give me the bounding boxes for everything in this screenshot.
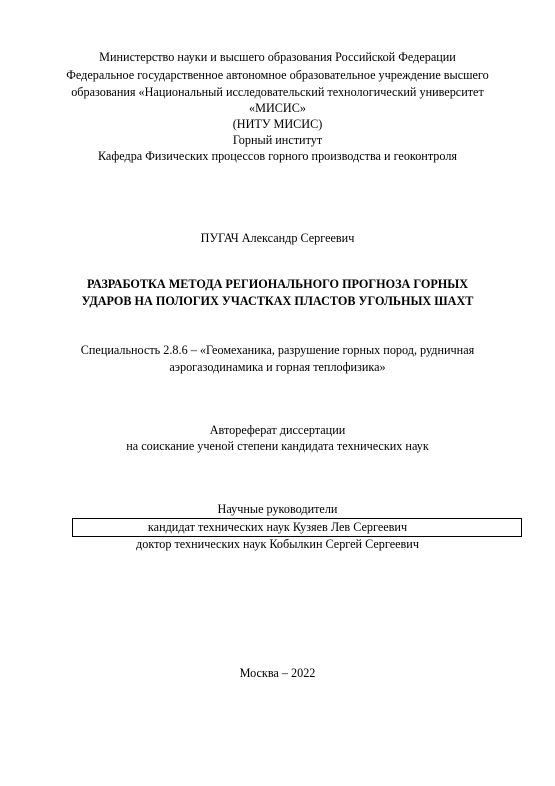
- place-and-year: Москва – 2022: [239, 666, 316, 680]
- work-type-line-1: Автореферат диссертации: [209, 423, 346, 437]
- institute-name: Горный институт: [232, 133, 323, 147]
- institution-line-1: Федеральное государственное автономное образовательное учреждение высшего: [66, 68, 489, 82]
- thesis-title-line-2: УДАРОВ НА ПОЛОГИХ УЧАСТКАХ ПЛАСТОВ УГОЛЬНЫХ ШАХТ: [81, 294, 474, 308]
- specialty-line-1: Специальность 2.8.6 – «Геомеханика, разрушение горных пород, рудничная: [80, 343, 475, 357]
- supervisors-heading: Научные руководители: [217, 502, 338, 516]
- work-type-line-2: на соискание ученой степени кандидата технических наук: [126, 439, 429, 453]
- author-name: ПУГАЧ Александр Сергеевич: [200, 231, 355, 245]
- institution-line-2: образования «Национальный исследовательский технологический университет: [71, 85, 484, 99]
- institution-abbreviation: (НИТУ МИСИС): [232, 117, 323, 131]
- institution-line-3: «МИСИС»: [249, 101, 306, 115]
- department-name: Кафедра Физических процессов горного производства и геоконтроля: [97, 149, 458, 163]
- ministry-line: Министерство науки и высшего образования Российской Федерации: [99, 50, 456, 64]
- thesis-title-line-1: РАЗРАБОТКА МЕТОДА РЕГИОНАЛЬНОГО ПРОГНОЗА ГОРНЫХ: [86, 277, 469, 291]
- supervisor-second: доктор технических наук Кобылкин Сергей Сергеевич: [136, 537, 419, 551]
- supervisor-first: кандидат технических наук Кузяев Лев Сергеевич: [147, 520, 408, 534]
- specialty-line-2: аэрогазодинамика и горная теплофизика»: [169, 360, 386, 374]
